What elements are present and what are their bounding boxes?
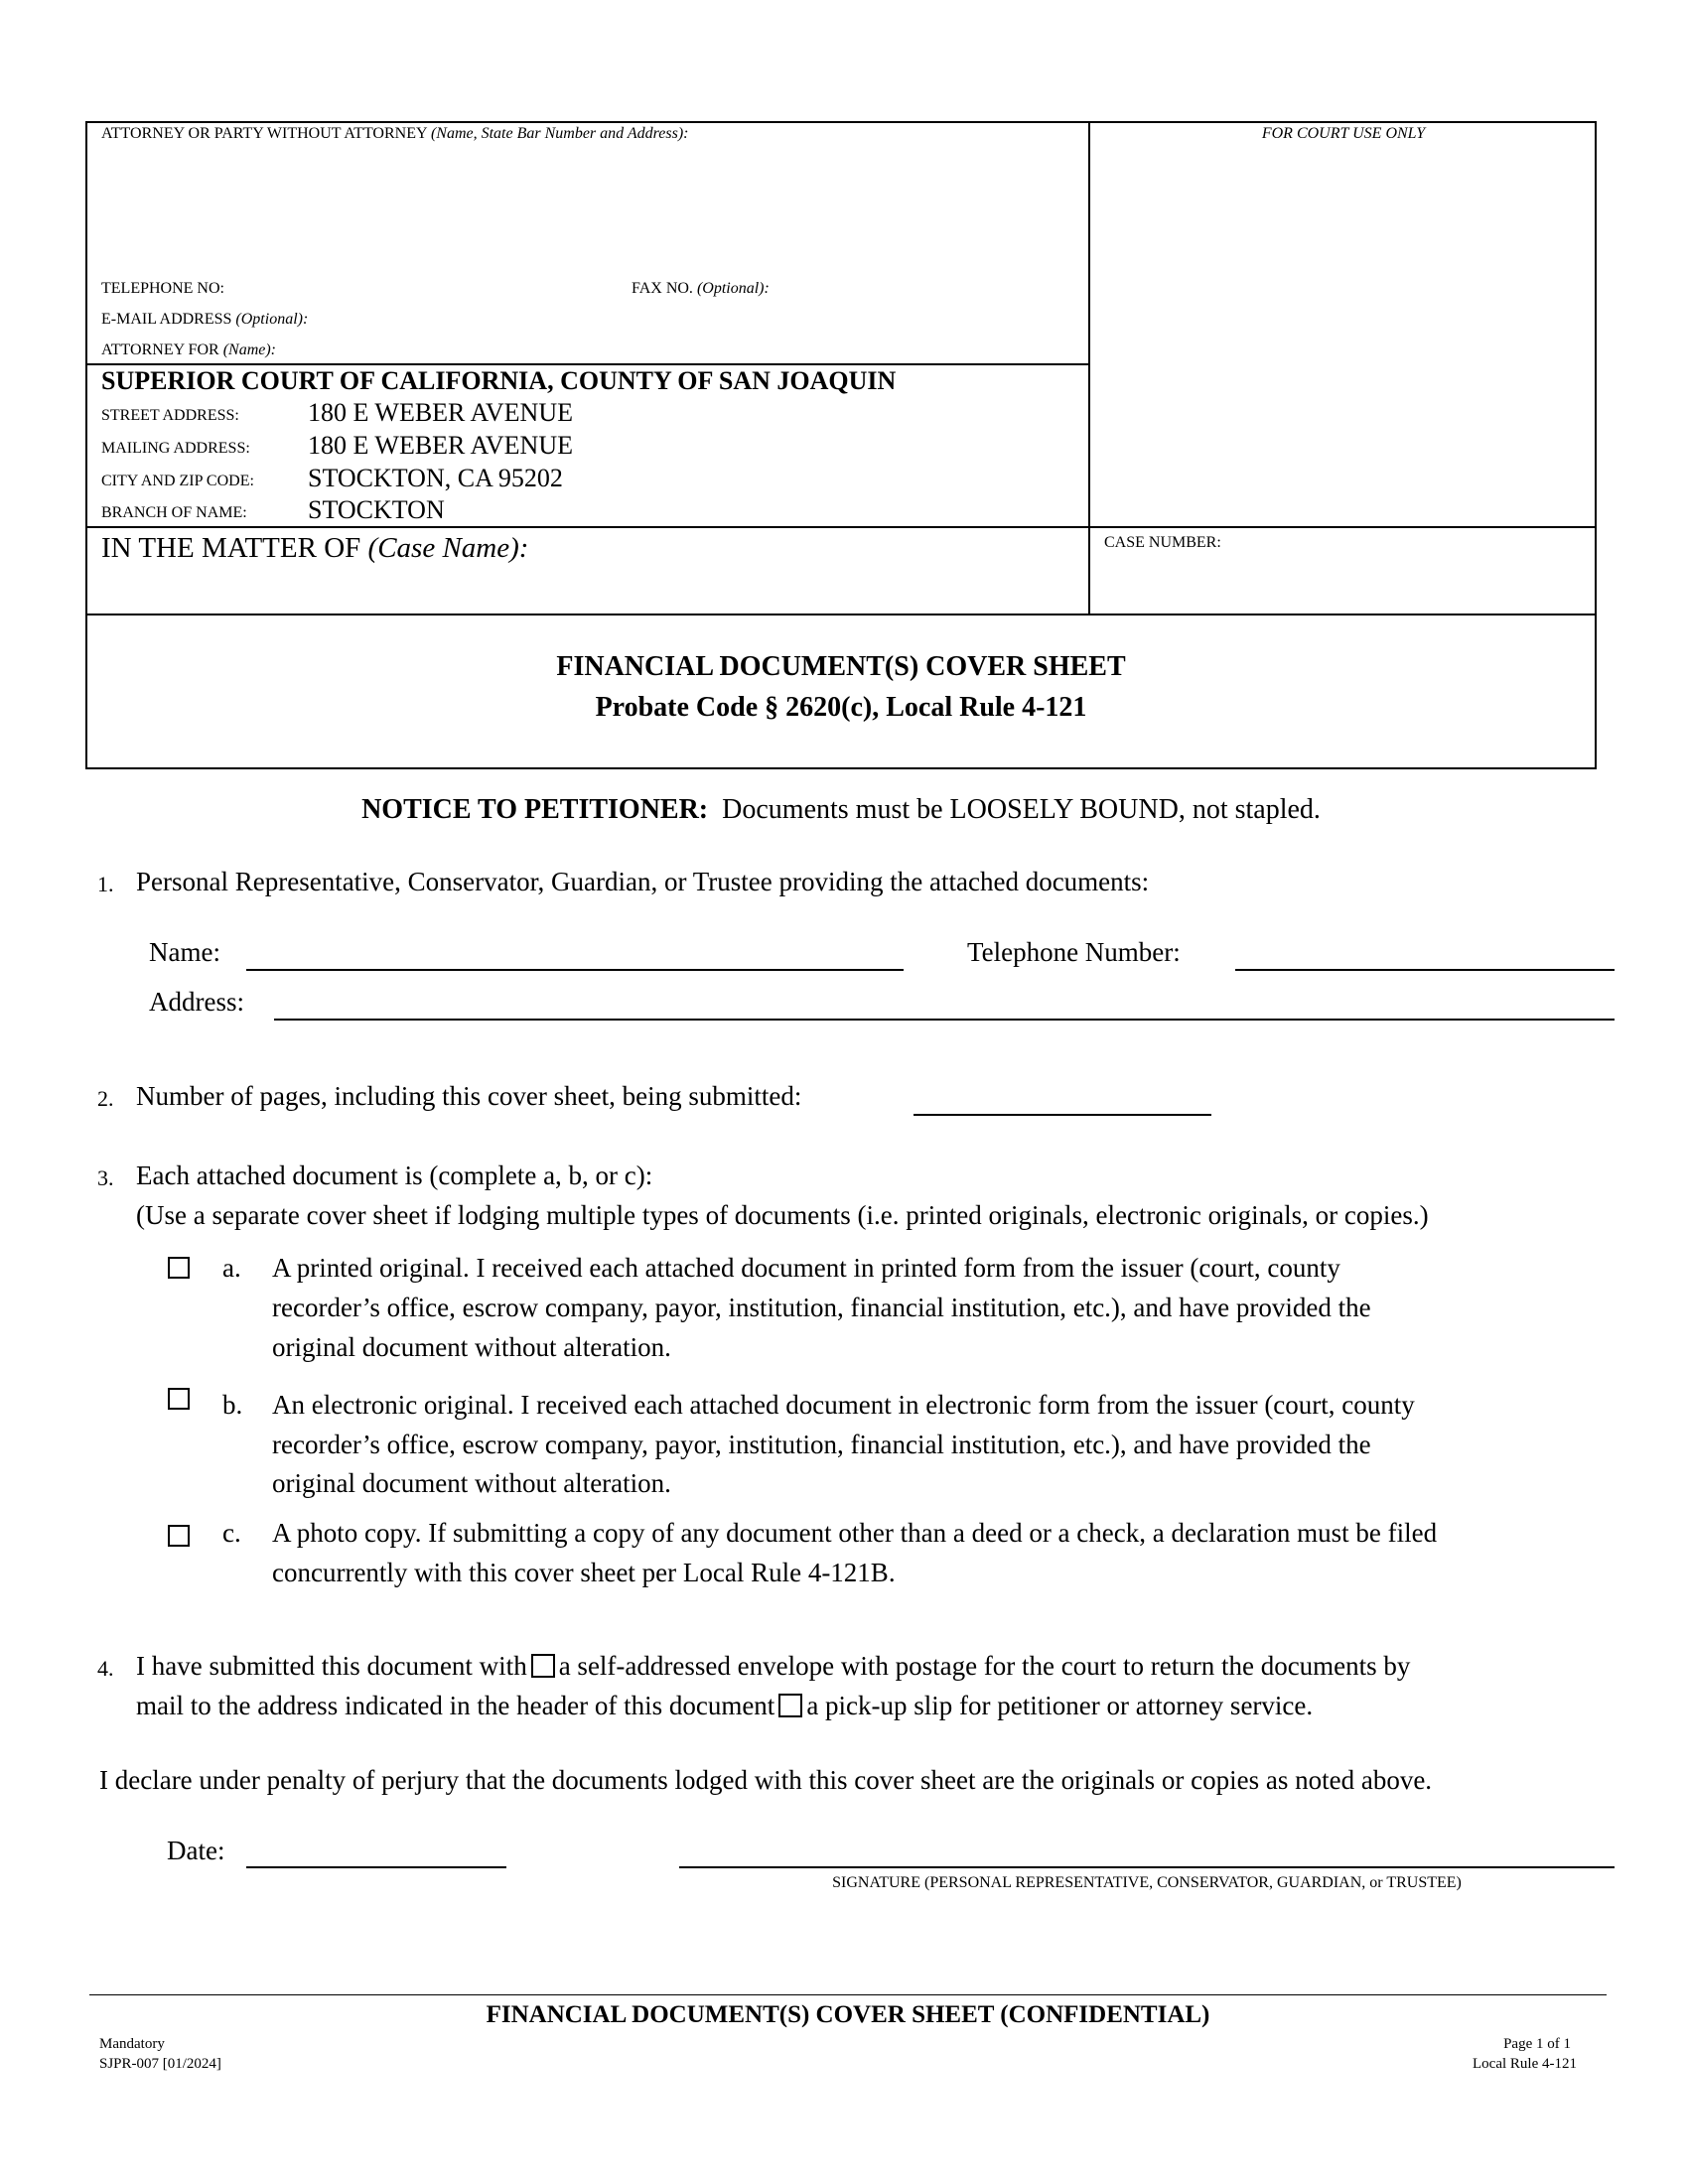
item4-line2: mail to the address indicated in the header of this document a pick-up slip for petitioner or attorney service.	[136, 1691, 1314, 1720]
option-c-letter: c.	[222, 1518, 241, 1548]
street-address-value: 180 E WEBER AVENUE	[308, 398, 573, 427]
signature-caption: SIGNATURE (PERSONAL REPRESENTATIVE, CONSERVATOR, GUARDIAN, or TRUSTEE)	[832, 1874, 1462, 1891]
declaration-text: I declare under penalty of perjury that the documents lodged with this cover sheet are the originals or copies as noted above.	[99, 1765, 1433, 1795]
fax-label: FAX NO. (Optional):	[632, 280, 770, 297]
option-b-line3: original document without alteration.	[272, 1468, 671, 1498]
footer-form-id: SJPR-007 [01/2024]	[99, 2056, 221, 2072]
court-name: SUPERIOR COURT OF CALIFORNIA, COUNTY OF SAN JOAQUIN	[101, 366, 897, 395]
option-b-letter: b.	[222, 1390, 243, 1420]
item1-text: Personal Representative, Conservator, Guardian, or Trustee providing the attached documents:	[136, 867, 1150, 896]
mailing-address-label: MAILING ADDRESS:	[101, 440, 250, 457]
branch-label: BRANCH OF NAME:	[101, 504, 247, 521]
option-a-checkbox[interactable]	[168, 1257, 190, 1279]
telephone-number-field[interactable]	[1235, 969, 1615, 971]
court-section-divider	[85, 363, 1090, 365]
option-b-line2: recorder’s office, escrow company, payor, institution, financial institution, etc.), and have provided the	[272, 1430, 1371, 1459]
mailing-address-value: 180 E WEBER AVENUE	[308, 431, 573, 460]
item2-text: Number of pages, including this cover sheet, being submitted:	[136, 1081, 802, 1111]
option-c-line1: A photo copy. If submitting a copy of any document other than a deed or a check, a declaration must be filed	[272, 1518, 1438, 1548]
signature-line[interactable]	[679, 1866, 1615, 1868]
header-divider-vertical	[1088, 121, 1090, 615]
option-a-line3: original document without alteration.	[272, 1332, 671, 1362]
notice: NOTICE TO PETITIONER: Documents must be LOOSELY BOUND, not stapled.	[361, 794, 1321, 825]
option-a-line2: recorder’s office, escrow company, payor, institution, financial institution, etc.), and have provided the	[272, 1293, 1371, 1322]
option-c-line2: concurrently with this cover sheet per Local Rule 4-121B.	[272, 1558, 896, 1587]
item2-number: 2.	[97, 1086, 114, 1111]
branch-value: STOCKTON	[308, 495, 445, 524]
city-zip-label: CITY AND ZIP CODE:	[101, 473, 254, 489]
case-number-label: CASE NUMBER:	[1104, 534, 1221, 551]
item3-number: 3.	[97, 1165, 114, 1190]
option-b-line1: An electronic original. I received each attached document in electronic form from the issuer (court, county	[272, 1390, 1415, 1420]
email-label: E-MAIL ADDRESS (Optional):	[101, 311, 309, 328]
date-field[interactable]	[246, 1866, 506, 1868]
footer-mandatory: Mandatory	[99, 2036, 165, 2052]
option-a-line1: A printed original. I received each attached document in printed form from the issuer (court, county	[272, 1253, 1340, 1283]
footer-title: FINANCIAL DOCUMENT(S) COVER SHEET (CONFIDENTIAL)	[486, 2001, 1210, 2028]
address-field[interactable]	[274, 1019, 1615, 1021]
return-envelope-checkbox[interactable]	[531, 1654, 555, 1678]
matter-section-divider	[85, 526, 1597, 528]
street-address-label: STREET ADDRESS:	[101, 407, 239, 424]
court-use-label: FOR COURT USE ONLY	[1261, 125, 1426, 142]
item4-number: 4.	[97, 1656, 114, 1681]
item4-line1: I have submitted this document with a self-addressed envelope with postage for the court to return the documents by	[136, 1651, 1411, 1681]
option-c-checkbox[interactable]	[168, 1525, 190, 1547]
footer-rule-ref: Local Rule 4-121	[1473, 2056, 1577, 2072]
footer-page: Page 1 of 1	[1503, 2036, 1571, 2052]
address-label: Address:	[149, 987, 244, 1017]
attorney-label: ATTORNEY OR PARTY WITHOUT ATTORNEY (Name, State Bar Number and Address):	[101, 125, 689, 142]
page-count-field[interactable]	[914, 1114, 1211, 1116]
matter-label: IN THE MATTER OF (Case Name):	[101, 532, 529, 564]
name-field[interactable]	[246, 969, 904, 971]
form-title: FINANCIAL DOCUMENT(S) COVER SHEET	[556, 651, 1126, 682]
telephone-label: TELEPHONE NO:	[101, 280, 224, 297]
option-a-letter: a.	[222, 1253, 241, 1283]
item3-subtext: (Use a separate cover sheet if lodging multiple types of documents (i.e. printed originals, electronic originals, or copies.)	[136, 1200, 1429, 1230]
date-label: Date:	[167, 1836, 225, 1865]
option-b-checkbox[interactable]	[168, 1388, 190, 1410]
name-label: Name:	[149, 937, 220, 967]
attorney-for-label: ATTORNEY FOR (Name):	[101, 341, 276, 358]
item3-text: Each attached document is (complete a, b, or c):	[136, 1160, 653, 1190]
form-subtitle: Probate Code § 2620(c), Local Rule 4-121	[595, 692, 1087, 723]
pickup-slip-checkbox[interactable]	[778, 1694, 802, 1717]
item1-number: 1.	[97, 872, 114, 896]
telephone-number-label: Telephone Number:	[967, 937, 1181, 967]
footer-rule	[89, 1994, 1607, 1995]
city-zip-value: STOCKTON, CA 95202	[308, 464, 563, 492]
title-section-divider	[85, 614, 1597, 615]
